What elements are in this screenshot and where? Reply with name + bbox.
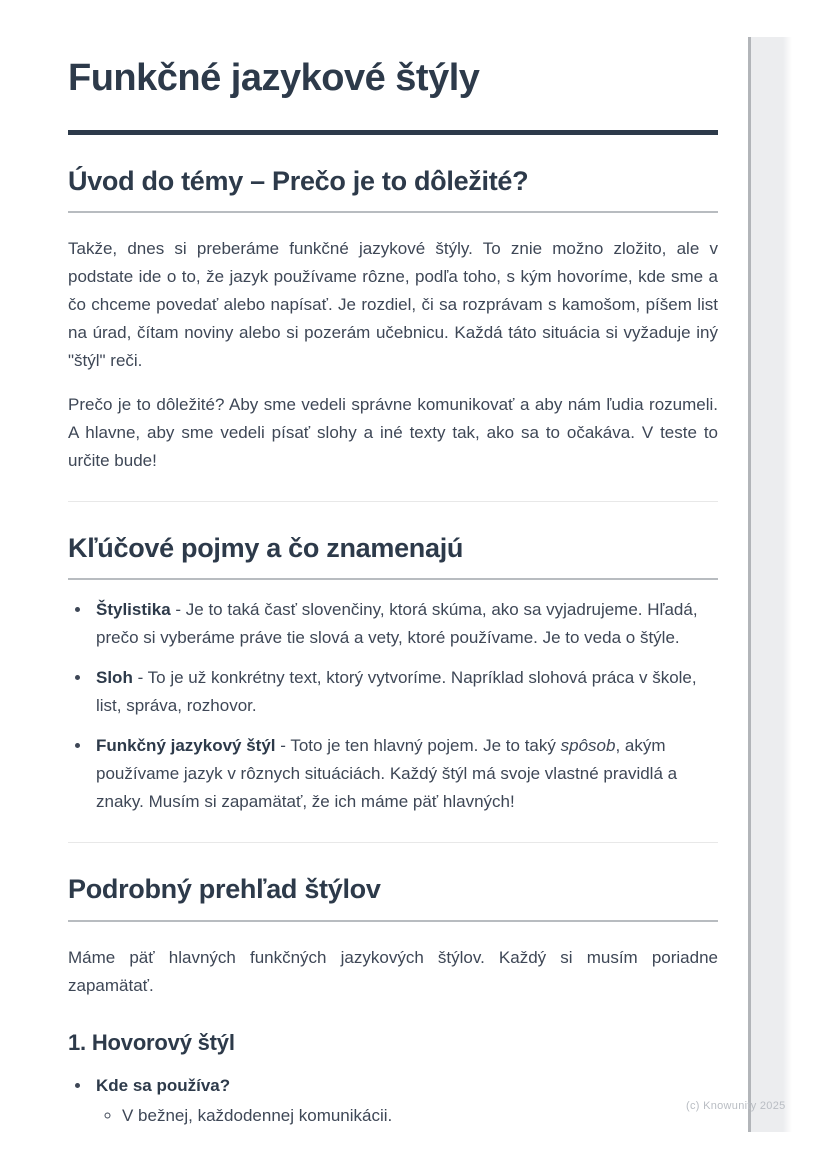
page-title: Funkčné jazykové štýly	[68, 57, 480, 99]
section-divider	[68, 842, 718, 843]
question-label: Kde sa používa?	[96, 1076, 231, 1096]
document-content	[68, 0, 718, 1130]
title-rule	[68, 130, 718, 135]
overview-paragraph: Máme päť hlavných funkčných jazykových štýlov. Každý si musím poriadne zapamätať.	[68, 947, 718, 995]
section-heading-overview: Podrobný prehľad štýlov	[68, 873, 718, 921]
term-separator: -	[275, 736, 291, 756]
section-styles-overview	[68, 873, 718, 1130]
list-item-funkcny-jazykovy-styl	[92, 732, 718, 816]
intro-paragraph-2: Prečo je to dôležité? Aby sme vedeli správne komunikovať a aby nám ľudia rozumeli. A hlavne, aby sme vedeli písať slohy a iné texty tak, ako sa to očakáva. V teste to určite bude!	[68, 394, 718, 470]
term-description: Je to taká časť slovenčiny, ktorá skúma, ako sa vyjadrujeme. Hľadá, prečo si vyberáme práve tie slová a vety, ktoré používame. Je to veda o štýle.	[96, 600, 698, 648]
answer-item: ◦ V bežnej, každodennej komunikácii.	[122, 1102, 718, 1130]
term-separator: -	[132, 668, 148, 688]
term-separator: -	[170, 600, 186, 620]
list-item-kde-sa-pouziva	[92, 1072, 718, 1130]
section-divider	[68, 501, 718, 502]
term-label: Štylistika	[96, 600, 171, 620]
term-label: Sloh	[96, 668, 133, 688]
page-edge-strip	[748, 37, 792, 1132]
style-detail-list	[68, 1072, 718, 1130]
section-heading-key-terms: Kľúčové pojmy a čo znamenajú	[68, 532, 718, 580]
intro-paragraph-1: Takže, dnes si preberáme funkčné jazykové štýly. To znie možno zložito, ale v podstate ide o to, že jazyk používame rôzne, podľa toho, s kým hovoríme, kde sme a čo chceme povedať alebo napísať. Je rozdiel, či sa rozprávam s kamošom, píšem list na úrad, čítam noviny alebo si pozerám učebnicu. Každá táto situácia si vyžaduje iný "štýl" reči.	[68, 238, 718, 370]
watermark: (c) Knowunity 2025	[686, 1100, 786, 1112]
term-description-italic: spôsob	[560, 736, 616, 756]
key-terms-list	[68, 596, 718, 816]
section-key-terms	[68, 532, 718, 816]
answer-sub-list	[96, 1102, 718, 1130]
term-label: Funkčný jazykový štýl	[96, 736, 276, 756]
section-intro	[68, 165, 718, 475]
subsection-heading-hovorovy-styl: 1. Hovorový štýl	[68, 1029, 235, 1055]
list-item-stylistika	[92, 596, 718, 652]
term-description-end: , akým používame jazyk v rôznych situáciách. Každý štýl má svoje vlastné pravidlá a znaky. Musím si zapamätať, že ich máme päť hlavných!	[96, 736, 678, 812]
term-description-start: Toto je ten hlavný pojem. Je to taký	[290, 736, 561, 756]
list-item-sloh	[92, 664, 718, 720]
section-heading-intro: Úvod do témy – Prečo je to dôležité?	[68, 165, 718, 213]
term-description: To je už konkrétny text, ktorý vytvoríme. Napríklad slohová práca v škole, list, správa, rozhovor.	[96, 668, 697, 716]
